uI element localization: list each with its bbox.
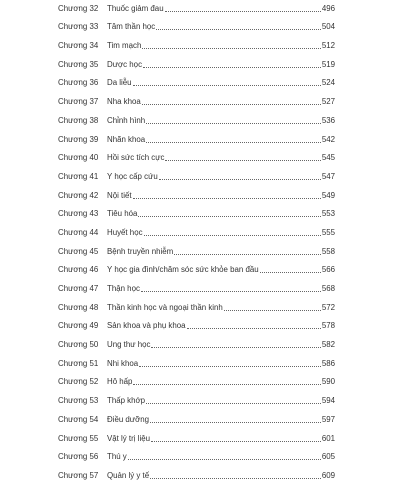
chapter-title: Vật lý trị liệu [107,433,150,443]
page-number: 542 [321,134,335,144]
dot-leader [260,272,321,273]
chapter-number: Chương 35 [58,59,99,69]
chapter-number: Chương 33 [58,22,99,32]
dot-leader [142,48,320,49]
chapter-number: Chương 47 [58,284,99,293]
chapter-title: Bệnh truyền nhiễm [107,246,174,256]
chapter-number: Chương 34 [58,41,99,51]
chapter-number: Chương 54 [58,414,99,424]
toc-entry [58,182,335,201]
page-number: 524 [321,78,335,88]
dot-leader [133,198,321,199]
toc-entry [58,163,335,182]
chapter-number: Chương 32 [58,3,99,13]
chapter-title: Tâm thần học [107,22,156,32]
page-number: 536 [321,115,335,125]
dot-leader [151,347,320,348]
chapter-number: Chương 37 [58,97,99,107]
dot-leader [146,123,321,124]
toc-entry [58,70,335,89]
chapter-number: Chương 49 [58,321,99,331]
chapter-number: Chương 55 [58,433,99,443]
toc-entry [58,51,335,70]
chapter-title: Huyết học [107,227,143,237]
toc-entry [58,444,335,463]
dot-leader [224,310,321,311]
page-number: 601 [321,433,335,443]
toc-entry [58,406,335,425]
page-number: 496 [321,3,335,13]
dot-leader [143,67,321,68]
toc-entry [58,313,335,332]
chapter-title: Hô hấp [107,377,133,387]
toc-entry [58,387,335,406]
toc-entry [58,201,335,220]
toc-entry [58,257,335,276]
page-number: 527 [321,97,335,107]
dot-leader [139,366,321,367]
dot-leader [141,291,321,292]
page-number: 547 [321,171,335,181]
dot-leader [150,478,321,479]
chapter-title: Thận học [107,284,140,293]
chapter-number: Chương 53 [58,396,99,406]
dot-leader [146,142,321,143]
chapter-title: Y học cấp cứu [107,171,158,181]
page-number: 582 [321,340,335,350]
page-number: 504 [321,22,335,32]
toc-entry [58,107,335,126]
dot-leader [174,254,321,255]
chapter-number: Chương 38 [58,115,99,125]
page-number: 512 [321,41,335,51]
chapter-number: Chương 52 [58,377,99,387]
chapter-title: Ung thư học [107,340,151,350]
chapter-title: Nha khoa [107,97,141,107]
toc-entry [58,32,335,51]
chapter-number: Chương 51 [58,358,99,368]
page-number: 597 [321,414,335,424]
toc-entry [58,462,335,481]
dot-leader [165,160,320,161]
page-number: 555 [321,227,335,237]
page-number: 558 [321,246,335,256]
page-number: 545 [321,153,335,163]
toc-entry [58,0,335,14]
page-number: 549 [321,190,335,200]
chapter-title: Dược học [107,59,143,69]
chapter-title: Hồi sức tích cực [107,153,165,163]
toc-entry [58,331,335,350]
chapter-number: Chương 40 [58,153,99,163]
page-number: 590 [321,377,335,387]
chapter-number: Chương 50 [58,340,99,350]
dot-leader [187,328,321,329]
page-number: 568 [321,284,335,293]
chapter-number: Chương 39 [58,134,99,144]
dot-leader [156,29,321,30]
toc-entry [58,219,335,238]
dot-leader [150,422,321,423]
chapter-number: Chương 43 [58,209,99,219]
page-number: 519 [321,59,335,69]
dot-leader [146,403,321,404]
page-number: 553 [321,209,335,219]
chapter-title: Tiêu hóa [107,209,138,219]
page-number: 566 [321,265,335,275]
chapter-title: Thấp khớp [107,396,146,406]
chapter-title: Thần kinh học và ngoại thần kinh [107,302,223,312]
page-number: 586 [321,358,335,368]
chapter-number: Chương 48 [58,302,99,312]
toc-entry [58,294,335,313]
dot-leader [133,384,320,385]
chapter-number: Chương 45 [58,246,99,256]
page-number: 572 [321,302,335,312]
toc-entry [58,14,335,33]
chapter-number: Chương 56 [58,452,99,462]
dot-leader [128,459,321,460]
chapter-title: Quản lý y tế [107,470,150,480]
chapter-number: Chương 46 [58,265,99,275]
dot-leader [144,235,321,236]
chapter-number: Chương 36 [58,78,99,88]
page-number: 578 [321,321,335,331]
page-number: 594 [321,396,335,406]
page-number: 605 [321,452,335,462]
chapter-title: Tim mạch [107,41,142,51]
chapter-title: Chỉnh hình [107,115,146,125]
chapter-title: Sản khoa và phụ khoa [107,321,186,331]
table-of-contents [58,0,335,481]
dot-leader [159,179,321,180]
toc-entry [58,126,335,145]
toc-entry [58,275,335,294]
chapter-number: Chương 44 [58,227,99,237]
chapter-number: Chương 57 [58,470,99,480]
chapter-title: Da liễu [107,78,132,88]
toc-entry [58,88,335,107]
dot-leader [142,104,321,105]
page-number: 609 [321,470,335,480]
toc-entry [58,350,335,369]
dot-leader [165,11,321,12]
chapter-number: Chương 42 [58,190,99,200]
dot-leader [138,216,320,217]
toc-entry [58,238,335,257]
chapter-title: Nhãn khoa [107,134,146,144]
chapter-title: Thú y [107,452,127,462]
dot-leader [133,85,321,86]
toc-entry [58,145,335,164]
chapter-number: Chương 41 [58,171,99,181]
chapter-title: Nhi khoa [107,358,139,368]
chapter-title: Điều dưỡng [107,414,150,424]
chapter-title: Thuốc giảm đau [107,3,164,13]
toc-entry [58,425,335,444]
toc-entry [58,369,335,388]
chapter-title: Y học gia đình/chăm sóc sức khỏe ban đầu [107,265,259,275]
dot-leader [151,441,321,442]
chapter-title: Nội tiết [107,190,132,200]
